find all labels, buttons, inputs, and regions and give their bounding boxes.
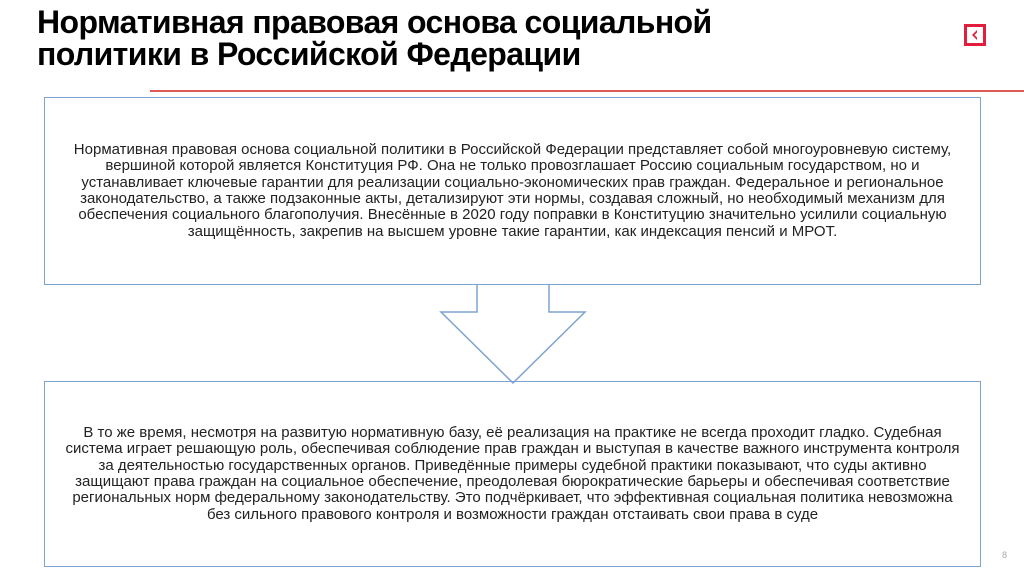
- judicial-practice-textbox: [44, 381, 981, 567]
- slide-title-line-1: Нормативная правовая основа социальной: [37, 4, 712, 40]
- legal-basis-text: Нормативная правовая основа социальной политики в Российской Федерации представляет собой многоуровневую систему, вершиной которой является Конституция РФ. Она не только провозглашает Россию социальным государством, но и устанавливает ключевые гарантии для реализации социально-экономических прав граждан. Федеральное и региональное законодательство, а также подзаконные акты, детализируют эти нормы, создавая сложный, но необходимый механизм для обеспечения социального благополучия. Внесённые в 2020 году поправки в Конституцию значительно усилили социальную защищённость, закрепив на высшем уровне такие гарантии, как индексация пенсий и МРОТ.: [73, 140, 952, 240]
- slide-title-line-2: политики в Российской Федерации: [37, 36, 581, 72]
- judicial-practice-text: В то же время, несмотря на развитую нормативную базу, её реализация на практике не всегда проходит гладко. Судебная система играет решающую роль, обеспечивая соблюдение прав граждан и выступая в качестве важного инструмента контроля за деятельностью государственных органов. Приведённые примеры судебной практики показывают, что суды активно защищают права граждан на социальное обеспечение, преодолевая бюрократические барьеры и обеспечивая соответствие региональных норм федеральному законодательству. Это подчёркивает, что эффективная социальная политика невозможна без сильного правового контроля и возможности граждан отстаивать свои права в суде: [65, 423, 960, 523]
- page-number: 8: [1002, 550, 1008, 560]
